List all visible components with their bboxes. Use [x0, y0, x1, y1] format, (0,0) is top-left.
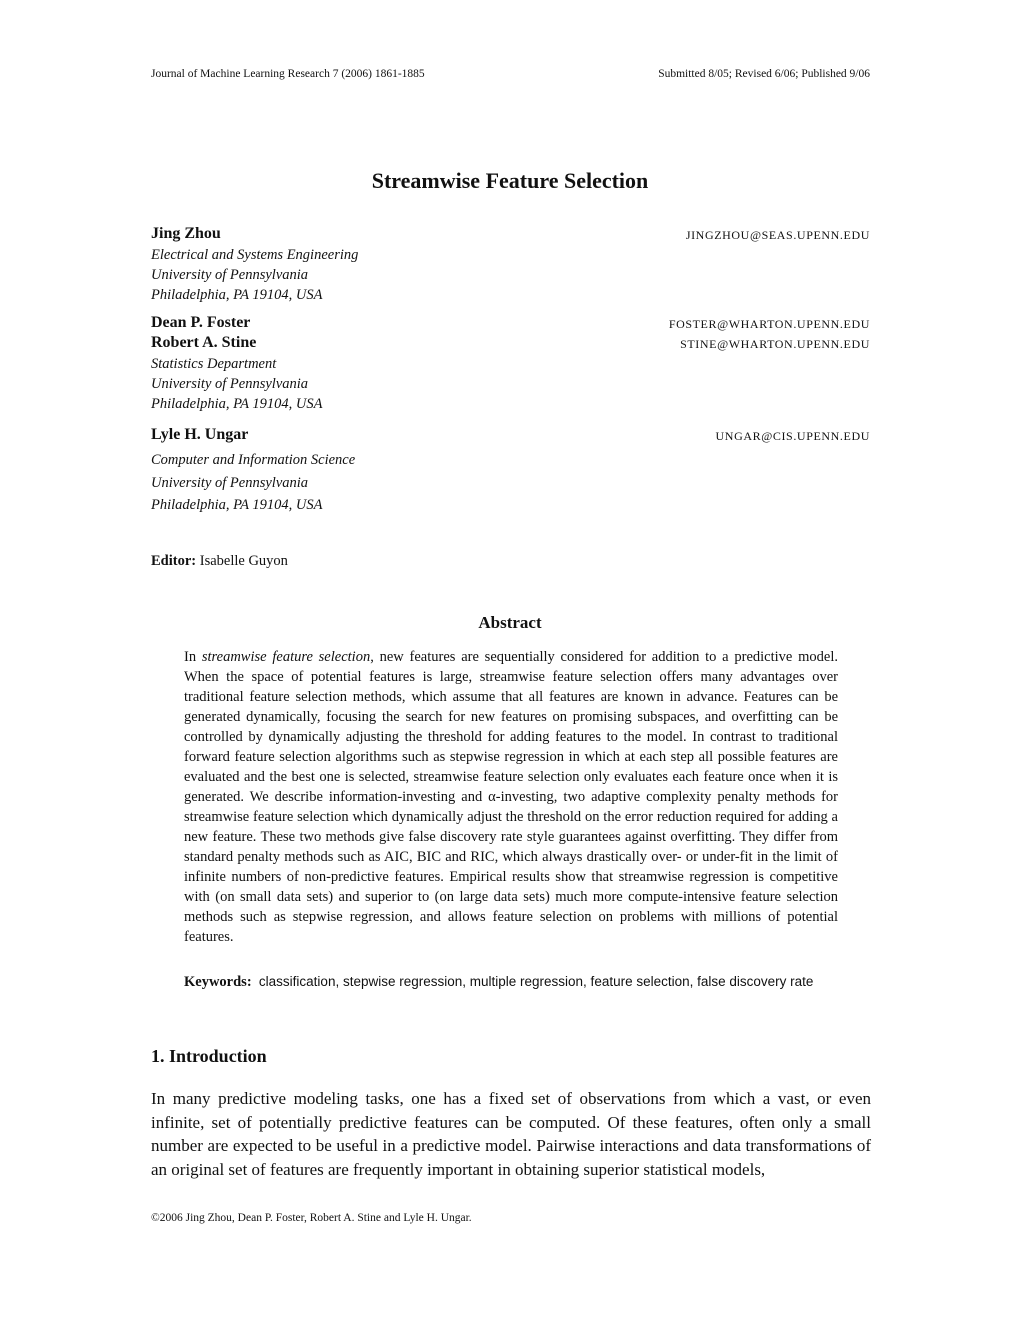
- section-heading: 1. Introduction: [151, 1046, 267, 1066]
- editor-name: Isabelle Guyon: [199, 553, 288, 569]
- author-name: Jing Zhou: [151, 225, 221, 242]
- affiliation-line: Philadelphia, PA 19104, USA: [151, 396, 323, 412]
- abstract-heading: Abstract: [478, 613, 542, 632]
- author-email: UNGAR@CIS.UPENN.EDU: [715, 429, 870, 443]
- alpha-symbol: α: [488, 789, 496, 805]
- keywords-text: classification, stepwise regression, multiple regression, feature selection, false discovery rate: [258, 974, 814, 989]
- submission-dates: Submitted 8/05; Revised 6/06; Published 9/06: [658, 68, 870, 80]
- author-name: Robert A. Stine: [151, 334, 257, 351]
- author-email: STINE@WHARTON.UPENN.EDU: [680, 337, 870, 351]
- affiliation-line: Statistics Department: [151, 356, 277, 372]
- paper-title: Streamwise Feature Selection: [371, 168, 649, 193]
- keywords-label: Keywords:: [184, 974, 252, 990]
- abstract-emphasis: streamwise feature selection: [201, 649, 371, 665]
- copyright-footer: ©2006 Jing Zhou, Dean P. Foster, Robert A. Stine and Lyle H. Ungar.: [151, 1212, 472, 1224]
- introduction-text: [151, 1087, 871, 1181]
- introduction-paragraph: In many predictive modeling tasks, one has a fixed set of observations from which a vast, or even infinite, set of potentially predictive features can be computed. Of these features, often only a small number are expected to be useful in a predictive model. Pairwise interactions and data transformations of an original set of features are frequently important in obtaining superior statistical models,: [151, 1089, 871, 1179]
- affiliation-line: University of Pennsylvania: [151, 474, 309, 491]
- affiliation-1: [151, 245, 358, 305]
- author-name: Dean P. Foster: [151, 314, 251, 331]
- editor-line: [151, 553, 288, 570]
- author-name: Lyle H. Ungar: [151, 426, 249, 443]
- author-email: JINGZHOU@SEAS.UPENN.EDU: [685, 228, 870, 242]
- abstract-text-part: , new features are sequentially considered for addition to a predictive model. When the space of potential features is large, streamwise feature selection offers many advantages over traditional feature selection methods, which assume that all features are known in advance. Features can be generated dynamically, focusing the search for new features on promising subspaces, and overfitting can be controlled by dynamically adjusting the threshold for adding features to the model. In contrast to traditional forward feature selection algorithms such as stepwise regression in which at each step all possible features are evaluated and the best one is selected, streamwise feature selection only evaluates each feature once when it is generated. We describe information-investing and: [184, 649, 838, 805]
- keywords: [184, 972, 838, 992]
- affiliation-line: Computer and Information Science: [151, 452, 356, 468]
- affiliation-line: Philadelphia, PA 19104, USA: [151, 287, 323, 303]
- journal-header: Journal of Machine Learning Research 7 (2006) 1861-1885: [151, 68, 425, 80]
- affiliation-line: Electrical and Systems Engineering: [151, 247, 359, 263]
- affiliation-line: Philadelphia, PA 19104, USA: [151, 497, 323, 513]
- abstract-text-part: -investing, two adaptive complexity penalty methods for streamwise feature selection which dynamically adjust the threshold on the error reduction required for adding a new feature. These two methods give false discovery rate style guarantees against overfitting. They differ from standard penalty methods such as AIC, BIC and RIC, which always drastically over- or under-fit in the limit of infinite numbers of non-predictive features. Empirical results show that streamwise regression is competitive with (on small data sets) and superior to (on large data sets) much more compute-intensive feature selection methods such as stepwise regression, and allows feature selection on problems with millions of potential features.: [184, 789, 838, 945]
- author-email: FOSTER@WHARTON.UPENN.EDU: [668, 317, 870, 331]
- affiliation-3: [151, 449, 355, 517]
- affiliation-line: University of Pennsylvania: [151, 376, 309, 392]
- abstract-text: [184, 647, 838, 947]
- affiliation-2: [151, 354, 322, 414]
- abstract-intro: In: [184, 649, 202, 665]
- editor-label: Editor:: [151, 553, 197, 569]
- affiliation-line: University of Pennsylvania: [151, 267, 309, 283]
